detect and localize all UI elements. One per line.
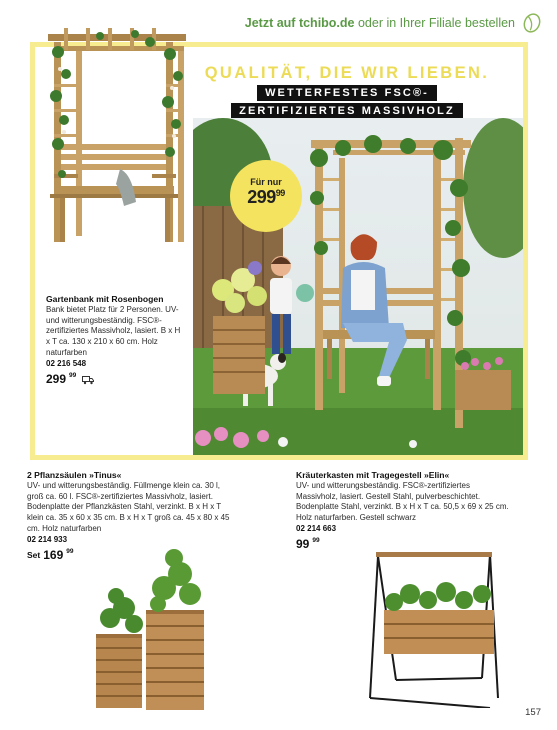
bench-price [46,372,94,386]
tinus-price [27,548,74,562]
bench-price-cents: 99 [69,371,77,379]
order-header [245,12,543,34]
tagline-line-1: WETTERFESTES FSC®- [257,85,437,101]
tinus-price-cents: 99 [66,547,74,555]
price-burst-main: 299 [247,187,276,207]
tchibo-link[interactable]: tchibo.de [298,16,355,30]
planter-columns-image [88,548,218,713]
page-number: 157 [525,707,541,718]
price-burst-cents: 99 [275,188,285,198]
elin-price [296,537,320,551]
quality-tagline [197,64,497,119]
elin-title[interactable]: Kräuterkasten mit Tragegestell »Elin« [296,470,450,480]
order-hint-prefix: Jetzt auf [244,16,299,30]
tinus-title[interactable]: 2 Pflanzsäulen »Tinus« [27,470,122,480]
tchibo-bean-logo-icon [521,12,543,34]
tinus-set-label: Set [27,549,41,560]
delivery-truck-icon [82,375,94,385]
tagline-line-2: ZERTIFIZIERTES MASSIVHOLZ [231,103,463,119]
bench-article-number: 02 216 548 [46,358,87,368]
elin-description: UV- und witterungsbeständig. FSC®-zertifiziertes Massivholz, lasiert. Gestell Stahl, pulverbeschichtet. Bodenplatte Stahl, verzinkt. B x H x T ca. 50,5 x 69 x 25 cm. Holz naturfarben. Gestell schwarz [296,480,509,523]
herb-box-stand-image [360,548,500,708]
bench-price-main: 299 [46,371,67,386]
tinus-article-number: 02 214 933 [27,534,68,544]
bench-product-info [46,294,186,386]
elin-article-number: 02 214 663 [296,523,337,533]
elin-product-info [296,470,511,552]
bench-description: Bank bietet Platz für 2 Personen. UV- und witterungsbeständig. FSC®-zertifiziertes Massivholz, lasiert. B x H x T ca. 130 x 210 x 60 cm. Holz naturfarben [46,304,181,357]
tinus-description: UV- und witterungsbeständig. Füllmenge klein ca. 30 l, groß ca. 60 l. FSC®-zertifiziertes Massivholz, lasiert. Bodenplatte der Pflanzkästen Stahl, verzinkt. B x H x T klein ca. 35 x 60 x 35 cm. B x H x T groß ca. 45 x 80 x 45 cm. Holz naturfarben [27,480,230,533]
price-burst-amount [230,187,302,208]
tinus-price-main: 169 [43,547,64,562]
elin-price-main: 99 [296,536,310,551]
price-burst-badge [230,160,302,232]
order-hint-suffix: oder in Ihrer Filiale bestellen [354,16,515,30]
order-hint [245,16,515,30]
price-burst-label: Für nur [250,177,282,187]
bench-title[interactable]: Gartenbank mit Rosenbogen [46,294,164,304]
elin-price-cents: 99 [312,536,320,544]
tagline-headline: QUALITÄT, DIE WIR LIEBEN. [204,64,490,82]
bench-product-image [40,24,190,284]
